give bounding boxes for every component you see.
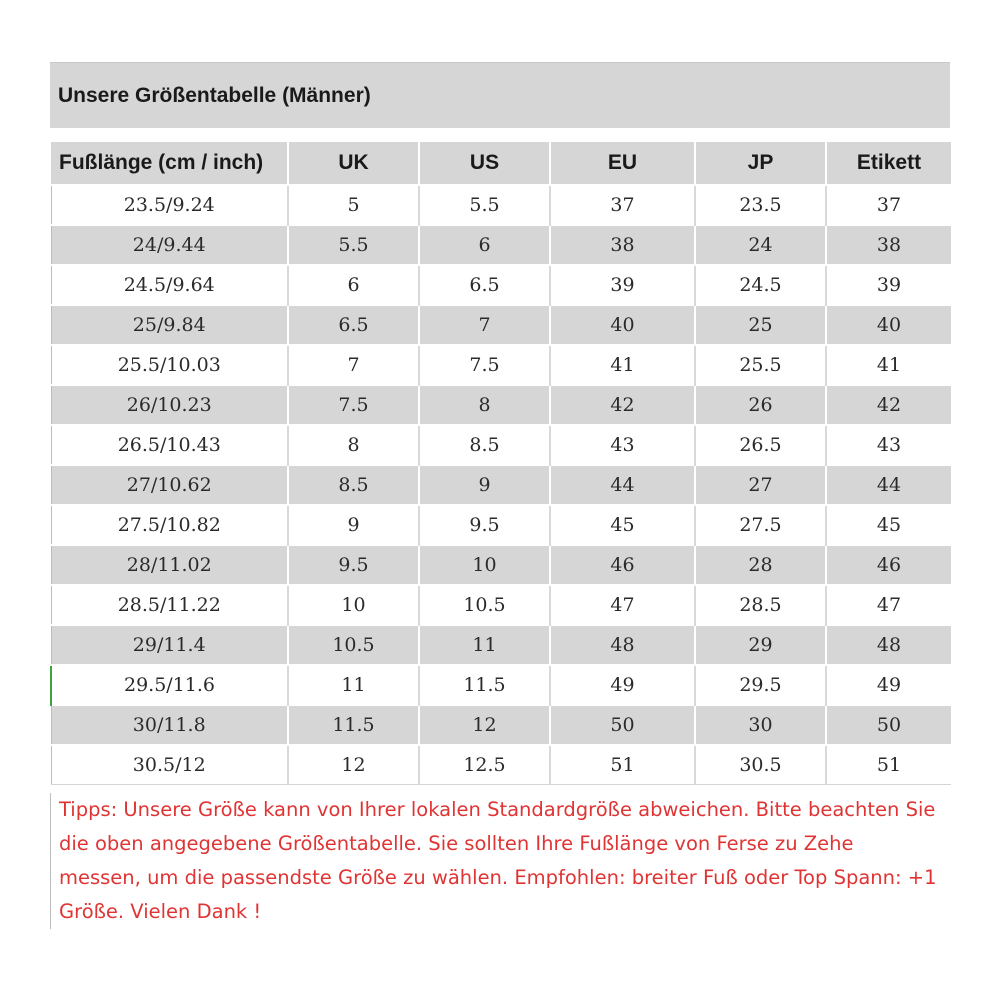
label-cell: 50 <box>826 705 951 745</box>
foot-length-cell: 25/9.84 <box>51 305 288 345</box>
jp-cell: 29.5 <box>695 665 826 705</box>
label-cell: 47 <box>826 585 951 625</box>
label-cell: 43 <box>826 425 951 465</box>
jp-cell: 26 <box>695 385 826 425</box>
jp-cell: 26.5 <box>695 425 826 465</box>
foot-length-cell: 26/10.23 <box>51 385 288 425</box>
foot-length-cell: 30.5/12 <box>51 745 288 785</box>
us-cell: 5.5 <box>419 185 550 225</box>
uk-cell: 9.5 <box>288 545 419 585</box>
eu-cell: 50 <box>550 705 695 745</box>
size-table-body <box>51 185 951 785</box>
eu-cell: 46 <box>550 545 695 585</box>
foot-length-cell: 24.5/9.64 <box>51 265 288 305</box>
label-cell: 44 <box>826 465 951 505</box>
label-cell: 39 <box>826 265 951 305</box>
eu-cell: 39 <box>550 265 695 305</box>
spacer <box>50 128 950 142</box>
uk-cell: 6 <box>288 265 419 305</box>
us-cell: 7.5 <box>419 345 550 385</box>
uk-cell: 12 <box>288 745 419 785</box>
us-cell: 11 <box>419 625 550 665</box>
uk-cell: 8 <box>288 425 419 465</box>
jp-cell: 28 <box>695 545 826 585</box>
label-cell: 49 <box>826 665 951 705</box>
uk-cell: 10.5 <box>288 625 419 665</box>
jp-cell: 24 <box>695 225 826 265</box>
table-row <box>51 385 951 425</box>
label-cell: 41 <box>826 345 951 385</box>
foot-length-cell: 28.5/11.22 <box>51 585 288 625</box>
header-eu: EU <box>550 142 695 185</box>
eu-cell: 47 <box>550 585 695 625</box>
table-row <box>51 225 951 265</box>
table-title: Unsere Größentabelle (Männer) <box>50 62 950 128</box>
jp-cell: 27 <box>695 465 826 505</box>
uk-cell: 11 <box>288 665 419 705</box>
header-us: US <box>419 142 550 185</box>
jp-cell: 27.5 <box>695 505 826 545</box>
uk-cell: 11.5 <box>288 705 419 745</box>
label-cell: 38 <box>826 225 951 265</box>
table-row <box>51 345 951 385</box>
label-cell: 51 <box>826 745 951 785</box>
table-row <box>51 545 951 585</box>
foot-length-cell: 24/9.44 <box>51 225 288 265</box>
foot-length-cell: 29/11.4 <box>51 625 288 665</box>
label-cell: 46 <box>826 545 951 585</box>
header-label: Etikett <box>826 142 951 185</box>
table-row <box>51 625 951 665</box>
jp-cell: 24.5 <box>695 265 826 305</box>
uk-cell: 9 <box>288 505 419 545</box>
table-row <box>51 745 951 785</box>
us-cell: 8 <box>419 385 550 425</box>
label-cell: 40 <box>826 305 951 345</box>
label-cell: 48 <box>826 625 951 665</box>
us-cell: 12 <box>419 705 550 745</box>
uk-cell: 5.5 <box>288 225 419 265</box>
eu-cell: 45 <box>550 505 695 545</box>
table-row <box>51 265 951 305</box>
table-row <box>51 465 951 505</box>
jp-cell: 28.5 <box>695 585 826 625</box>
uk-cell: 7 <box>288 345 419 385</box>
eu-cell: 51 <box>550 745 695 785</box>
us-cell: 12.5 <box>419 745 550 785</box>
us-cell: 11.5 <box>419 665 550 705</box>
foot-length-cell: 28/11.02 <box>51 545 288 585</box>
foot-length-cell: 25.5/10.03 <box>51 345 288 385</box>
size-chart <box>50 62 950 929</box>
foot-length-cell: 23.5/9.24 <box>51 185 288 225</box>
table-row <box>51 585 951 625</box>
foot-length-cell: 27.5/10.82 <box>51 505 288 545</box>
table-row <box>51 665 951 705</box>
us-cell: 9.5 <box>419 505 550 545</box>
us-cell: 8.5 <box>419 425 550 465</box>
tips-note: Tipps: Unsere Größe kann von Ihrer lokalen Standardgröße abweichen. Bitte beachten Sie die oben angegebene Größentabelle. Sie sollten Ihre Fußlänge von Ferse zu Zehe messen, um die passendste Größe zu wählen. Empfohlen: breiter Fuß oder Top Spann: +1 Größe. Vielen Dank ! <box>50 793 939 929</box>
uk-cell: 6.5 <box>288 305 419 345</box>
eu-cell: 43 <box>550 425 695 465</box>
uk-cell: 8.5 <box>288 465 419 505</box>
us-cell: 9 <box>419 465 550 505</box>
jp-cell: 25.5 <box>695 345 826 385</box>
label-cell: 45 <box>826 505 951 545</box>
table-row <box>51 185 951 225</box>
us-cell: 7 <box>419 305 550 345</box>
jp-cell: 30.5 <box>695 745 826 785</box>
jp-cell: 30 <box>695 705 826 745</box>
table-row <box>51 305 951 345</box>
us-cell: 6.5 <box>419 265 550 305</box>
foot-length-cell: 30/11.8 <box>51 705 288 745</box>
eu-cell: 44 <box>550 465 695 505</box>
table-row <box>51 425 951 465</box>
us-cell: 6 <box>419 225 550 265</box>
label-cell: 42 <box>826 385 951 425</box>
eu-cell: 40 <box>550 305 695 345</box>
table-row <box>51 505 951 545</box>
jp-cell: 23.5 <box>695 185 826 225</box>
foot-length-cell: 29.5/11.6 <box>51 665 288 705</box>
label-cell: 37 <box>826 185 951 225</box>
uk-cell: 10 <box>288 585 419 625</box>
table-row <box>51 705 951 745</box>
eu-cell: 42 <box>550 385 695 425</box>
header-uk: UK <box>288 142 419 185</box>
eu-cell: 38 <box>550 225 695 265</box>
uk-cell: 5 <box>288 185 419 225</box>
jp-cell: 29 <box>695 625 826 665</box>
eu-cell: 48 <box>550 625 695 665</box>
size-table <box>50 142 951 785</box>
header-jp: JP <box>695 142 826 185</box>
header-foot-length: Fußlänge (cm / inch) <box>51 142 288 185</box>
eu-cell: 41 <box>550 345 695 385</box>
jp-cell: 25 <box>695 305 826 345</box>
uk-cell: 7.5 <box>288 385 419 425</box>
header-row <box>51 142 951 185</box>
foot-length-cell: 26.5/10.43 <box>51 425 288 465</box>
us-cell: 10 <box>419 545 550 585</box>
eu-cell: 49 <box>550 665 695 705</box>
foot-length-cell: 27/10.62 <box>51 465 288 505</box>
us-cell: 10.5 <box>419 585 550 625</box>
eu-cell: 37 <box>550 185 695 225</box>
